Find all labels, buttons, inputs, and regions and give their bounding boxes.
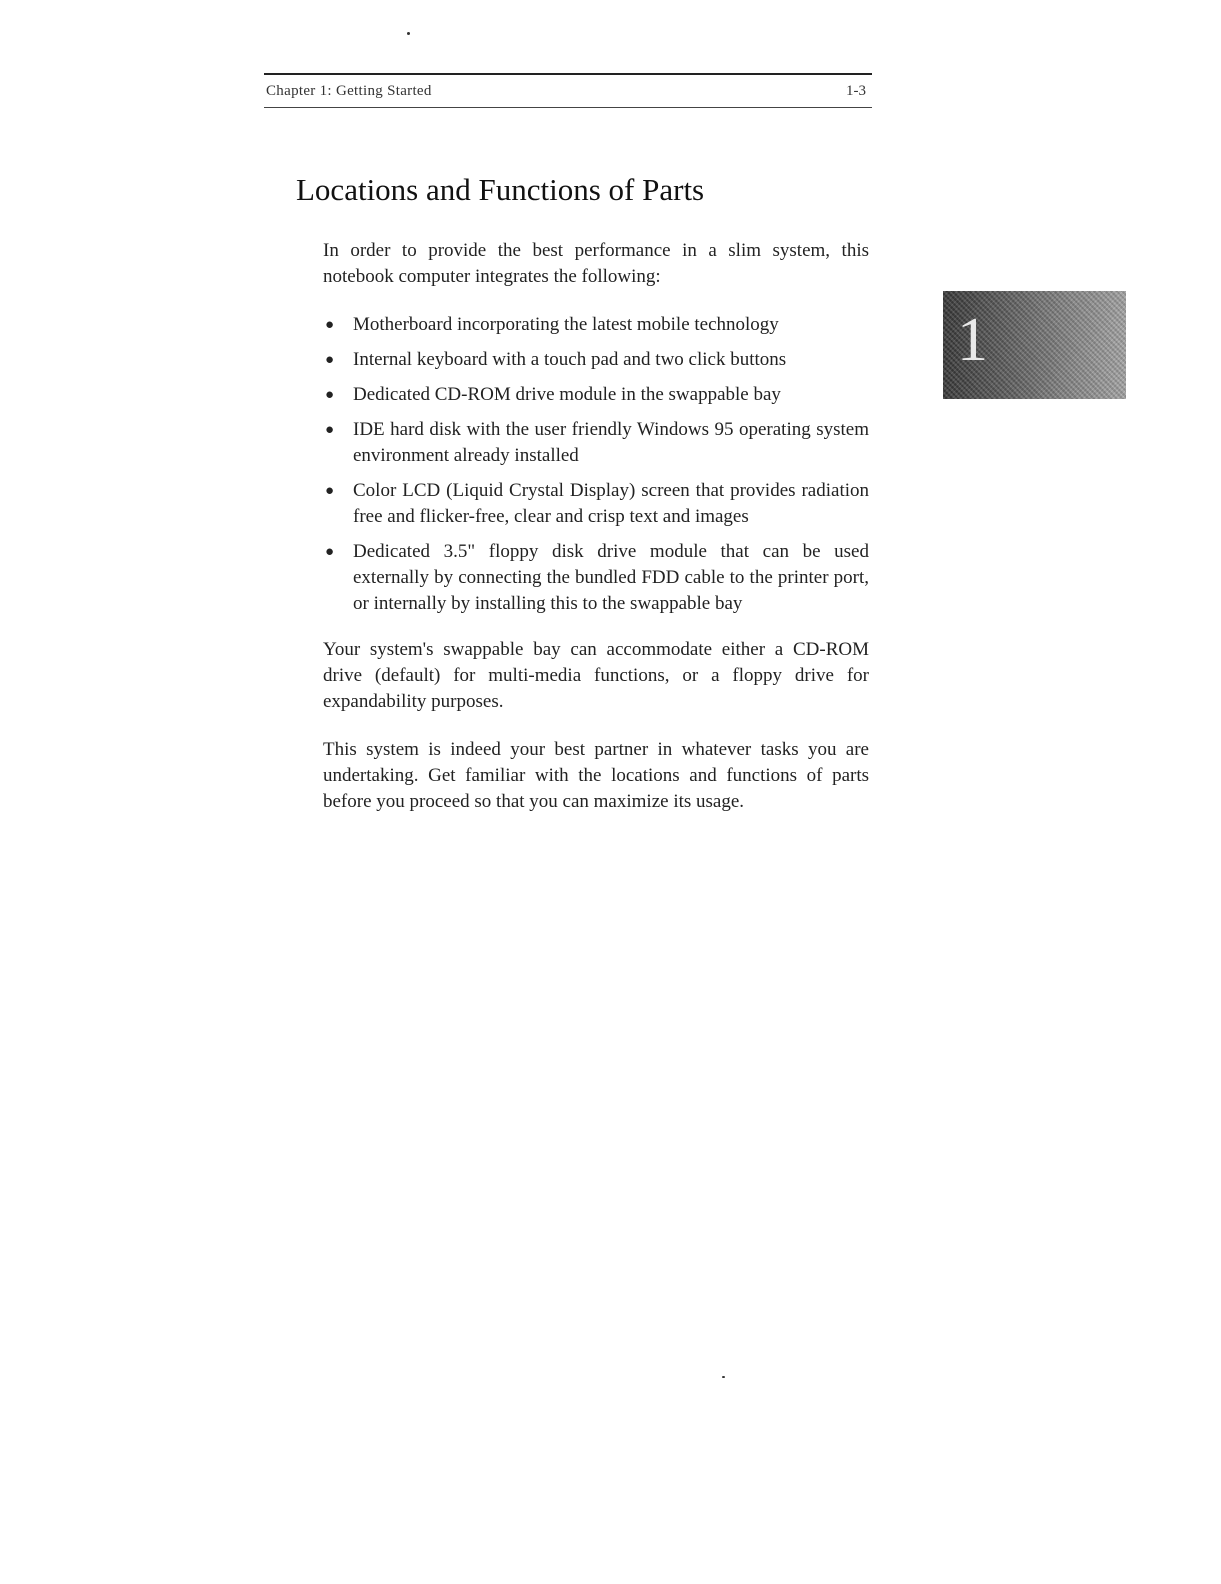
scan-speck (722, 1376, 725, 1378)
bullet-icon: ● (325, 317, 335, 333)
bullet-icon: ● (325, 422, 335, 438)
running-header (264, 73, 872, 108)
page-title: Locations and Functions of Parts (296, 172, 705, 207)
list-item-text: IDE hard disk with the user friendly Windows 95 operating system environment already installed (353, 419, 869, 466)
chapter-label: Chapter 1: Getting Started (266, 83, 432, 99)
bullet-icon: ● (325, 352, 335, 368)
list-item (323, 382, 869, 408)
list-item-text: Internal keyboard with a touch pad and two click buttons (353, 349, 787, 370)
bullet-icon: ● (325, 387, 335, 403)
list-item (323, 478, 869, 530)
list-item (323, 417, 869, 469)
swappable-bay-paragraph: Your system's swappable bay can accommodate either a CD-ROM drive (default) for multi-media functions, or a floppy drive for expandability purposes. (323, 639, 869, 712)
list-item (323, 539, 869, 617)
chapter-number: 1 (957, 306, 988, 374)
list-item-text: Dedicated 3.5" floppy disk drive module that can be used externally by connecting the bundled FDD cable to the printer port, or internally by installing this to the swappable bay (353, 541, 869, 614)
bullet-icon: ● (325, 483, 335, 499)
scan-speck (407, 32, 410, 35)
feature-list (323, 312, 869, 617)
bullet-icon: ● (325, 544, 335, 560)
list-item-text: Dedicated CD-ROM drive module in the swappable bay (353, 384, 781, 405)
list-item-text: Color LCD (Liquid Crystal Display) screen that provides radiation free and flicker-free, clear and crisp text and images (353, 480, 869, 527)
list-item (323, 347, 869, 373)
page-number: 1-3 (846, 83, 866, 99)
closing-paragraph: This system is indeed your best partner in whatever tasks you are undertaking. Get familiar with the locations and functions of parts before you proceed so that you can maximize its usage. (323, 739, 869, 812)
chapter-tab (943, 291, 1126, 399)
list-item (323, 312, 869, 338)
intro-paragraph: In order to provide the best performance in a slim system, this notebook computer integrates the following: (323, 240, 869, 287)
body-text (323, 238, 869, 815)
list-item-text: Motherboard incorporating the latest mobile technology (353, 314, 779, 335)
